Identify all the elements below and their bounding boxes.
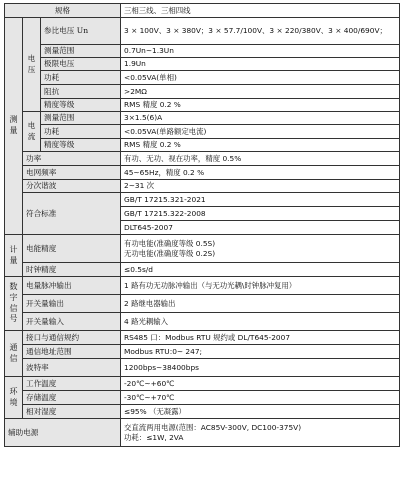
table-row — [5, 152, 400, 166]
spec-header-label: 规格 — [5, 4, 121, 18]
row-label: 工作温度 — [23, 377, 121, 391]
table-row — [5, 419, 400, 447]
energy-line: 无功电能(准确度等级 0.2S) — [124, 248, 216, 258]
table-row — [5, 345, 400, 359]
table-row — [5, 193, 400, 207]
row-label: 时钟精度 — [23, 263, 121, 277]
row-label: 精度等级 — [41, 99, 121, 112]
spec-header-value: 三相三线、三相四线 — [121, 4, 400, 18]
row-label: 开关量输入 — [23, 313, 121, 331]
row-value: 4 路光耦输入 — [121, 313, 400, 331]
table-row — [5, 277, 400, 295]
table-row — [5, 331, 400, 345]
row-label: 参比电压 Un — [41, 18, 121, 45]
standard-line: GB/T 17215.322-2008 — [121, 207, 400, 221]
row-value: RMS 精度 0.2 % — [121, 99, 400, 112]
group-voltage: 电 压 — [23, 18, 41, 112]
table-row — [5, 235, 400, 263]
category-communication: 通 信 — [5, 331, 23, 377]
row-value — [121, 419, 400, 447]
row-label: 电量脉冲输出 — [23, 277, 121, 295]
row-label: 功率 — [23, 152, 121, 166]
row-label: 分次谐波 — [23, 180, 121, 193]
row-label: 功耗 — [41, 125, 121, 139]
row-label: 测量范围 — [41, 45, 121, 58]
row-value: <0.05VA(单路额定电流) — [121, 125, 400, 139]
table-row — [5, 139, 400, 152]
row-label: 精度等级 — [41, 139, 121, 152]
table-row — [5, 405, 400, 419]
standard-line: DLT645-2007 — [121, 221, 400, 235]
row-value: 1 路有功无功脉冲输出（与无功光耦\时钟脉冲复用） — [121, 277, 400, 295]
row-label: 接口与通信规约 — [23, 331, 121, 345]
spec-header-row — [5, 4, 400, 18]
row-label: 阻抗 — [41, 85, 121, 99]
row-value: 1200bps~38400bps — [121, 359, 400, 377]
table-row — [5, 125, 400, 139]
row-value: 有功、无功、视在功率，精度 0.5% — [121, 152, 400, 166]
row-label: 测量范围 — [41, 112, 121, 125]
row-value: ≤95% （无凝露） — [121, 405, 400, 419]
table-row — [5, 71, 400, 85]
row-value: -30℃~+70℃ — [121, 391, 400, 405]
row-value: 3 × 100V、3 × 380V；3 × 57.7/100V、3 × 220/380V、3 × 400/690V； — [121, 18, 400, 45]
row-label: 功耗 — [41, 71, 121, 85]
category-measurement: 测 量 — [5, 18, 23, 235]
row-value: Modbus RTU:0~ 247; — [121, 345, 400, 359]
row-value: ≤0.5s/d — [121, 263, 400, 277]
row-label: 开关量输出 — [23, 295, 121, 313]
energy-line: 有功电能(准确度等级 0.5S) — [124, 239, 216, 249]
aux-power-line: 交直流两用电源(范围：AC85V-300V, DC100-375V) — [124, 423, 302, 433]
table-row — [5, 359, 400, 377]
row-label: 波特率 — [23, 359, 121, 377]
row-value: 2 路继电器输出 — [121, 295, 400, 313]
table-row — [5, 263, 400, 277]
row-value: <0.05VA(单相) — [121, 71, 400, 85]
table-row — [5, 391, 400, 405]
table-row — [5, 18, 400, 45]
row-value: 3×1.5(6)A — [121, 112, 400, 125]
row-label: 电能精度 — [23, 235, 121, 263]
table-row — [5, 58, 400, 71]
row-label: 相对湿度 — [23, 405, 121, 419]
row-value: 45~65Hz，精度 0.2 % — [121, 166, 400, 180]
row-value: -20℃~+60℃ — [121, 377, 400, 391]
row-label: 存储温度 — [23, 391, 121, 405]
row-value: 2~31 次 — [121, 180, 400, 193]
table-row — [5, 45, 400, 58]
row-value: 1.9Un — [121, 58, 400, 71]
table-row — [5, 377, 400, 391]
table-row — [5, 295, 400, 313]
category-environment: 环 境 — [5, 377, 23, 419]
row-label: 辅助电源 — [5, 419, 121, 447]
table-row — [5, 85, 400, 99]
row-value — [121, 235, 400, 263]
row-value: RMS 精度 0.2 % — [121, 139, 400, 152]
category-digital: 数 字 信 号 — [5, 277, 23, 331]
row-label: 极限电压 — [41, 58, 121, 71]
group-current: 电 流 — [23, 112, 41, 152]
table-row — [5, 180, 400, 193]
row-label: 通信地址范围 — [23, 345, 121, 359]
row-label: 电网频率 — [23, 166, 121, 180]
row-value: >2MΩ — [121, 85, 400, 99]
row-value: RS485 口：Modbus RTU 规约或 DL/T645-2007 — [121, 331, 400, 345]
table-row — [5, 112, 400, 125]
row-label: 符合标准 — [23, 193, 121, 235]
aux-power-line: 功耗：≤1W, 2VA — [124, 432, 184, 442]
category-metering: 计 量 — [5, 235, 23, 277]
spec-table — [4, 3, 400, 447]
table-row — [5, 166, 400, 180]
table-row — [5, 99, 400, 112]
row-value: 0.7Un~1.3Un — [121, 45, 400, 58]
standard-line: GB/T 17215.321-2021 — [121, 193, 400, 207]
table-row — [5, 313, 400, 331]
